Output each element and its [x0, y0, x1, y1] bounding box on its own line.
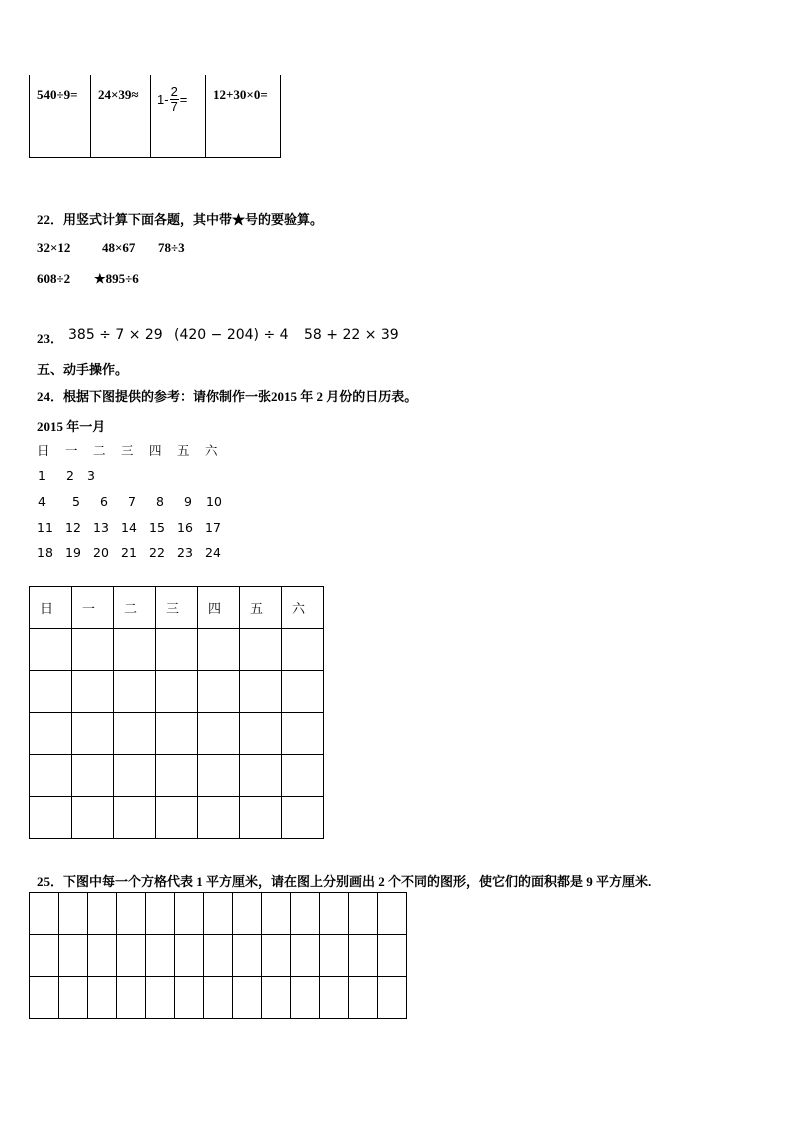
blank-cell[interactable] — [240, 755, 282, 797]
calendar-day: 1 — [38, 468, 46, 483]
grid-cell[interactable] — [233, 893, 262, 935]
grid-cell[interactable] — [204, 893, 233, 935]
grid-cell[interactable] — [291, 935, 320, 977]
blank-cell[interactable] — [30, 671, 72, 713]
blank-cell[interactable] — [282, 629, 324, 671]
calendar-day: 2 — [66, 468, 74, 483]
q23-expr: 385 ÷ 7 × 29 — [68, 327, 163, 343]
grid-cell[interactable] — [175, 977, 204, 1019]
section-heading: 五、动手操作。 — [37, 362, 129, 377]
calendar-day: 18 — [37, 545, 53, 560]
weekday-label: 六 — [205, 443, 218, 458]
blank-cell[interactable] — [30, 797, 72, 839]
grid-cell[interactable] — [262, 893, 291, 935]
blank-calendar-table — [29, 586, 324, 839]
grid-cell[interactable] — [378, 977, 407, 1019]
fraction-whole: 1- — [157, 92, 169, 107]
blank-cell[interactable] — [114, 671, 156, 713]
grid-cell[interactable] — [320, 935, 349, 977]
grid-cell[interactable] — [349, 977, 378, 1019]
blank-cell[interactable] — [72, 629, 114, 671]
calendar-blank-row — [30, 755, 324, 797]
q22-item: 78÷3 — [158, 240, 185, 255]
calendar-blank-row — [30, 797, 324, 839]
q22-item: 32×12 — [37, 240, 71, 255]
blank-cell[interactable] — [156, 713, 198, 755]
q22-item: 608÷2 — [37, 271, 71, 286]
grid-cell[interactable] — [117, 977, 146, 1019]
blank-cell[interactable] — [198, 629, 240, 671]
grid-cell[interactable] — [30, 977, 59, 1019]
grid-cell[interactable] — [378, 935, 407, 977]
calendar-blank-row — [30, 629, 324, 671]
calendar-day: 11 — [37, 520, 53, 535]
weekday-header: 六 — [282, 587, 324, 629]
calendar-blank-row — [30, 671, 324, 713]
fraction-denominator: 7 — [170, 99, 178, 114]
blank-cell[interactable] — [156, 755, 198, 797]
grid-cell[interactable] — [175, 893, 204, 935]
weekday-header: 日 — [30, 587, 72, 629]
calendar-day: 22 — [149, 545, 165, 560]
grid-cell[interactable] — [204, 977, 233, 1019]
calendar-day: 8 — [156, 494, 164, 509]
q23-expr: 58 + 22 × 39 — [304, 327, 399, 343]
calc-cell: 24×39≈ — [91, 75, 151, 157]
blank-cell[interactable] — [30, 713, 72, 755]
blank-cell[interactable] — [114, 713, 156, 755]
grid-row — [30, 893, 407, 935]
grid-cell[interactable] — [117, 893, 146, 935]
blank-cell[interactable] — [156, 797, 198, 839]
blank-cell[interactable] — [198, 755, 240, 797]
grid-cell[interactable] — [204, 935, 233, 977]
grid-cell[interactable] — [320, 977, 349, 1019]
calc-cell-fraction — [151, 75, 206, 157]
blank-cell[interactable] — [156, 671, 198, 713]
weekday-label: 二 — [93, 443, 106, 458]
calendar-day: 19 — [65, 545, 81, 560]
blank-cell[interactable] — [198, 713, 240, 755]
blank-cell[interactable] — [240, 629, 282, 671]
blank-cell[interactable] — [198, 797, 240, 839]
blank-cell[interactable] — [282, 713, 324, 755]
q25-title: 25．下图中每一个方格代表 1 平方厘米，请在图上分别画出 2 个不同的图形，使它们的面积都是 9 平方厘米. — [37, 874, 652, 889]
calendar-day: 23 — [177, 545, 193, 560]
calendar-day: 5 — [72, 494, 80, 509]
q23-number: 23． — [37, 331, 64, 346]
grid-cell[interactable] — [262, 977, 291, 1019]
calendar-blank-row — [30, 713, 324, 755]
grid-cell[interactable] — [59, 893, 88, 935]
q22-item: 48×67 — [102, 240, 136, 255]
calendar-day: 13 — [93, 520, 109, 535]
q22-item: ★895÷6 — [94, 271, 139, 286]
calendar-day: 20 — [93, 545, 109, 560]
blank-cell[interactable] — [198, 671, 240, 713]
grid-cell[interactable] — [349, 893, 378, 935]
grid-cell[interactable] — [233, 935, 262, 977]
grid-cell[interactable] — [146, 977, 175, 1019]
weekday-label: 一 — [65, 443, 78, 458]
grid-cell[interactable] — [146, 935, 175, 977]
blank-cell[interactable] — [30, 755, 72, 797]
weekday-label: 三 — [121, 443, 134, 458]
calendar-day: 17 — [205, 520, 221, 535]
oral-calc-table — [29, 75, 281, 158]
grid-cell[interactable] — [59, 977, 88, 1019]
calendar-day: 9 — [184, 494, 192, 509]
blank-cell[interactable] — [114, 755, 156, 797]
grid-cell[interactable] — [30, 893, 59, 935]
calc-cell: 540÷9= — [30, 75, 91, 157]
grid-cell[interactable] — [378, 893, 407, 935]
weekday-header: 三 — [156, 587, 198, 629]
weekday-header: 四 — [198, 587, 240, 629]
grid-cell[interactable] — [117, 935, 146, 977]
grid-cell[interactable] — [88, 893, 117, 935]
weekday-label: 五 — [177, 443, 190, 458]
calendar-header-row — [30, 587, 324, 629]
weekday-label: 四 — [149, 443, 162, 458]
grid-cell[interactable] — [291, 893, 320, 935]
weekday-header: 二 — [114, 587, 156, 629]
grid-cell[interactable] — [233, 977, 262, 1019]
q23-expr: (420 − 204) ÷ 4 — [174, 327, 289, 343]
blank-cell[interactable] — [72, 797, 114, 839]
blank-cell[interactable] — [282, 797, 324, 839]
fraction-suffix: = — [179, 92, 188, 107]
blank-cell[interactable] — [240, 797, 282, 839]
blank-cell[interactable] — [282, 755, 324, 797]
blank-cell[interactable] — [72, 713, 114, 755]
calendar-day: 10 — [206, 494, 222, 509]
blank-cell[interactable] — [282, 671, 324, 713]
grid-cell[interactable] — [291, 977, 320, 1019]
blank-cell[interactable] — [240, 671, 282, 713]
grid-row — [30, 977, 407, 1019]
calendar-day: 7 — [128, 494, 136, 509]
grid-cell[interactable] — [59, 935, 88, 977]
calendar-reference-title: 2015 年一月 — [37, 419, 106, 434]
square-grid — [29, 892, 407, 1019]
calendar-day: 21 — [121, 545, 137, 560]
grid-cell[interactable] — [349, 935, 378, 977]
calendar-day: 24 — [205, 545, 221, 560]
blank-cell[interactable] — [72, 755, 114, 797]
grid-cell[interactable] — [146, 893, 175, 935]
calendar-day: 6 — [100, 494, 108, 509]
blank-cell[interactable] — [114, 797, 156, 839]
calendar-day: 4 — [38, 494, 46, 509]
grid-cell[interactable] — [30, 935, 59, 977]
blank-cell[interactable] — [114, 629, 156, 671]
blank-cell[interactable] — [240, 713, 282, 755]
grid-row — [30, 935, 407, 977]
weekday-header: 一 — [72, 587, 114, 629]
grid-cell[interactable] — [88, 935, 117, 977]
calendar-day: 14 — [121, 520, 137, 535]
grid-cell[interactable] — [262, 935, 291, 977]
q22-title: 22．用竖式计算下面各题，其中带★号的要验算。 — [37, 212, 324, 227]
blank-cell[interactable] — [156, 629, 198, 671]
blank-cell[interactable] — [30, 629, 72, 671]
calendar-day: 3 — [87, 468, 95, 483]
grid-cell[interactable] — [88, 977, 117, 1019]
calendar-day: 16 — [177, 520, 193, 535]
blank-cell[interactable] — [72, 671, 114, 713]
fraction-numerator: 2 — [170, 84, 178, 99]
calendar-day: 15 — [149, 520, 165, 535]
weekday-label: 日 — [37, 443, 50, 458]
calendar-day: 12 — [65, 520, 81, 535]
weekday-header: 五 — [240, 587, 282, 629]
q24-title: 24．根据下图提供的参考：请你制作一张2015 年 2 月份的日历表。 — [37, 389, 418, 404]
grid-cell[interactable] — [320, 893, 349, 935]
grid-cell[interactable] — [175, 935, 204, 977]
calc-cell: 12+30×0= — [206, 75, 281, 157]
